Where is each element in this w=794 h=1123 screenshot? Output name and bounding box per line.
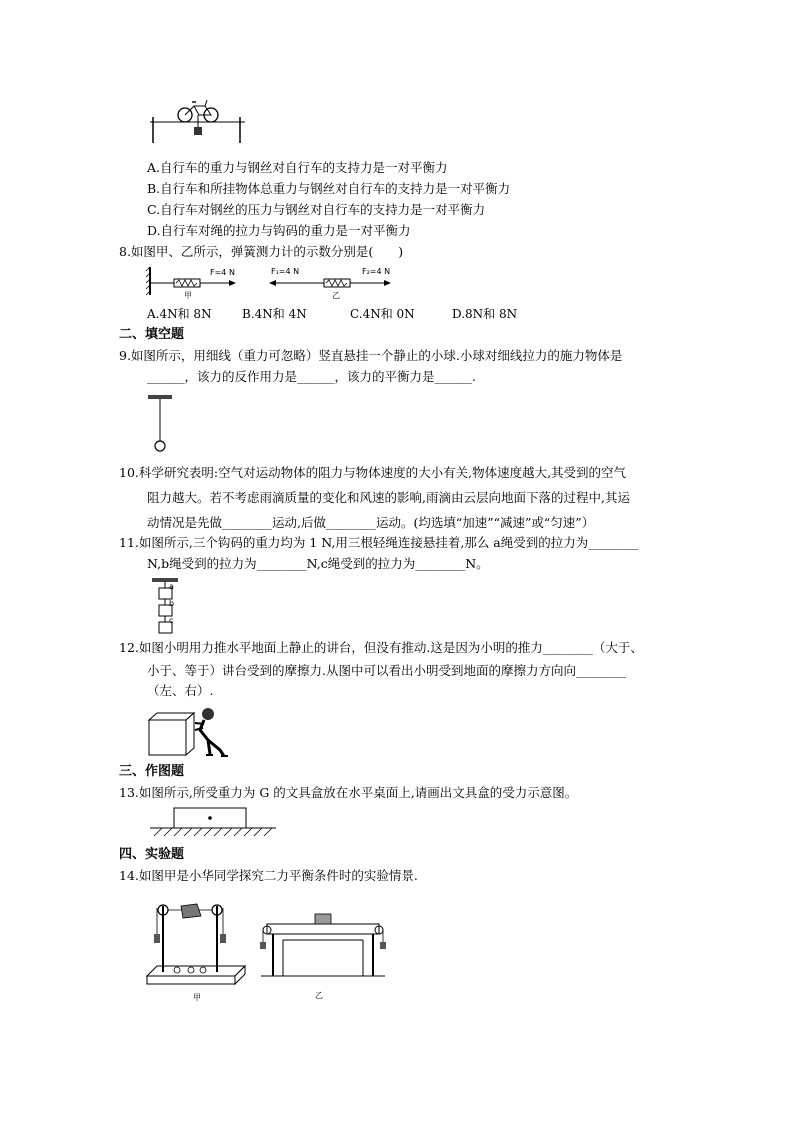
hanging-ball-figure	[146, 393, 176, 455]
rope-a-label: a	[169, 582, 174, 591]
q8-choice-a: A.4N和 8N	[147, 307, 212, 321]
q13-line1: 13.如图所示,所受重力为 G 的文具盒放在水平桌面上,请画出文具盒的受力示意图。	[119, 785, 578, 800]
q11-line1: 11.如图所示,三个钩码的重力均为 1 N,用三根轻绳连接悬挂着,那么 a绳受到的拉力为________	[119, 535, 639, 550]
q8-right-caption: 乙	[332, 291, 340, 300]
q9-line1: 9.如图所示，用细线（重力可忽略）竖直悬挂一个静止的小球.小球对细线拉力的施力物体是	[119, 348, 623, 363]
q8-stem: 8.如图甲、乙所示，弹簧测力计的示数分别是( )	[119, 244, 404, 259]
q10-line3: 动情况是先做________运动,后做________运动。(均选填“加速”“减速”或“匀速”）	[147, 515, 595, 530]
q10-line1: 10.科学研究表明:空气对运动物体的阻力与物体速度的大小有关,物体速度越大,其受到的空气	[119, 465, 627, 480]
bicycle-on-wire-figure	[145, 95, 250, 145]
q12-line1: 12.如图小明用力推水平地面上静止的讲台，但没有推动.这是因为小明的推力________（大于、	[119, 640, 643, 655]
q12-line2: 小于、等于）讲台受到的摩擦力.从图中可以看出小明受到地面的摩擦力方向向________	[147, 663, 626, 678]
rope-c-label: c	[169, 616, 174, 625]
q14-caption-right: 乙	[315, 991, 323, 1000]
rope-b-label: b	[169, 599, 175, 608]
q7-option-d: D.自行车对绳的拉力与钩码的重力是一对平衡力	[147, 223, 411, 238]
section-experiment-title: 四、实验题	[119, 847, 185, 862]
spring-scale-figure	[144, 263, 394, 301]
q8-right-force-label-right: F₂=4 N	[362, 267, 391, 276]
q8-right-force-label-left: F₁=4 N	[271, 267, 300, 276]
q8-left-force-label: F=4 N	[210, 268, 235, 277]
q14-caption-left: 甲	[193, 993, 201, 1002]
section-drawing-title: 三、作图题	[119, 764, 185, 779]
q8-left-caption: 甲	[184, 291, 192, 300]
q8-choice-b: B.4N和 4N	[242, 307, 307, 321]
pushing-podium-figure	[146, 702, 238, 759]
pencil-box-on-table-figure	[148, 806, 278, 838]
q8-choice-c: C.4N和 0N	[350, 307, 415, 321]
two-force-balance-figure	[143, 894, 388, 1006]
q11-line2: N,b绳受到的拉力为________N,c绳受到的拉力为________N。	[147, 556, 489, 571]
q12-line3: （左、右）.	[147, 683, 214, 698]
q7-option-b: B.自行车和所挂物体总重力与钢丝对自行车的支持力是一对平衡力	[147, 181, 511, 196]
q8-choice-d: D.8N和 8N	[452, 307, 518, 321]
q9-line2: ______，该力的反作用力是______，该力的平衡力是______.	[147, 369, 476, 384]
q10-line2: 阻力越大。若不考虑雨滴质量的变化和风速的影响,雨滴由云层向地面下落的过程中,其运	[147, 490, 630, 505]
hanging-weights-figure	[150, 577, 190, 635]
q7-option-a: A.自行车的重力与钢丝对自行车的支持力是一对平衡力	[147, 160, 448, 175]
q14-line1: 14.如图甲是小华同学探究二力平衡条件时的实验情景.	[119, 868, 418, 883]
section-fill-in-title: 二、填空题	[119, 327, 185, 342]
q7-option-c: C.自行车对钢丝的压力与钢丝对自行车的支持力是一对平衡力	[147, 202, 486, 217]
